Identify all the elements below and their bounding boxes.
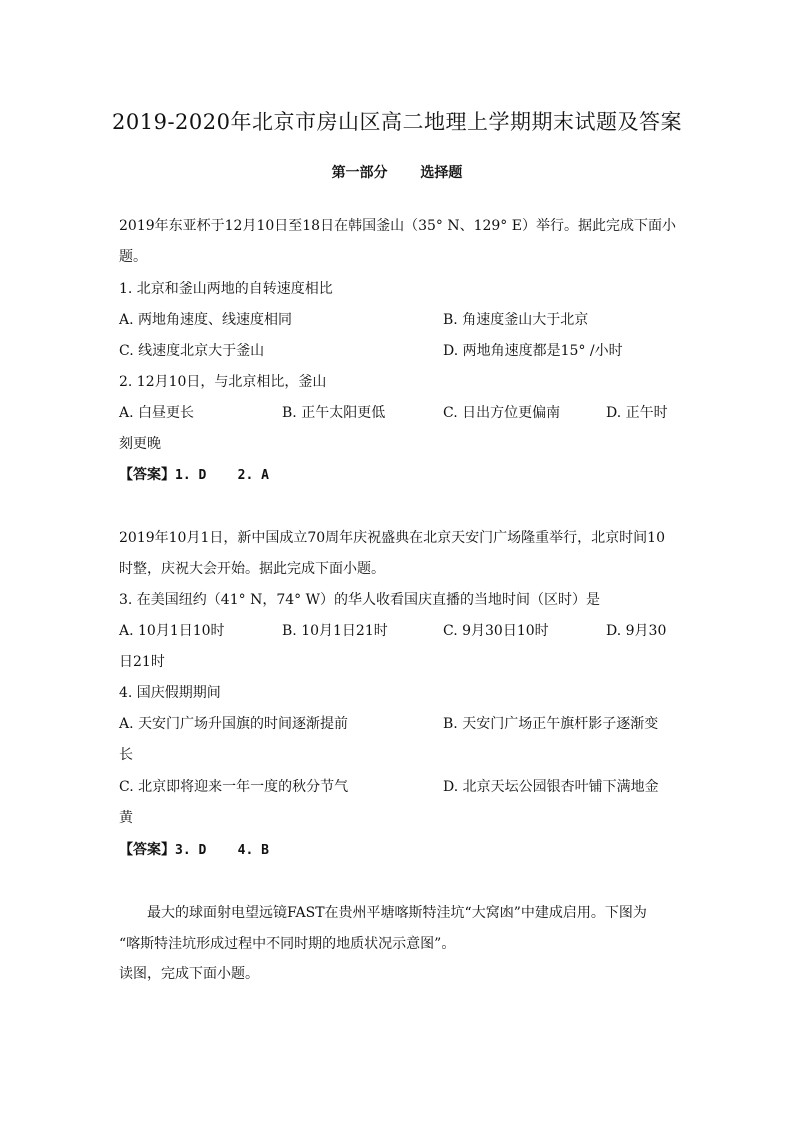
option-1c: C. 线速度北京大于釜山 bbox=[119, 343, 265, 359]
intro-text: 2019年10月1日，新中国成立70周年庆祝盛典在北京天安门广场隆重举行，北京时间10 bbox=[119, 530, 665, 546]
option-1b: B. 角速度釜山大于北京 bbox=[443, 312, 589, 328]
intro-text: 题。 bbox=[119, 249, 147, 265]
option-4d: D. 北京天坛公园银杏叶铺下满地金 bbox=[443, 779, 659, 795]
answer-label: 【答案】 bbox=[119, 467, 175, 483]
answer-value: 1. D 2. A bbox=[175, 468, 269, 483]
document-title: 2019-2020年北京市房山区高二地理上学期期末试题及答案 bbox=[112, 110, 682, 134]
option-2b: B. 正午太阳更低 bbox=[282, 405, 386, 421]
answer-label: 【答案】 bbox=[119, 842, 175, 858]
instruction-text: 读图，完成下面小题。 bbox=[119, 966, 259, 982]
option-4b: B. 天安门广场正午旗杆影子逐渐变 bbox=[443, 716, 659, 732]
option-2d: D. 正午时 bbox=[606, 405, 668, 421]
answer-line-2 bbox=[119, 840, 269, 861]
option-3a: A. 10月1日10时 bbox=[119, 623, 225, 639]
intro-text: 2019年东亚杯于12月10日至18日在韩国釜山（35° N、129° E）举行。据此完成下面小 bbox=[119, 218, 676, 234]
option-1d: D. 两地角速度都是15° /小时 bbox=[443, 343, 623, 359]
option-4c: C. 北京即将迎来一年一度的秋分节气 bbox=[119, 779, 349, 795]
answer-value: 3. D 4. B bbox=[175, 843, 269, 858]
intro-text: 最大的球面射电望远镜FAST在贵州平塘喀斯特洼坑“大窝凼”中建成启用。下图为 bbox=[147, 905, 647, 921]
question-1: 1. 北京和釜山两地的自转速度相比 bbox=[119, 281, 333, 297]
option-2d-continued: 刻更晚 bbox=[119, 436, 161, 452]
option-4d-continued: 黄 bbox=[119, 810, 133, 826]
option-2a: A. 白昼更长 bbox=[119, 405, 195, 421]
question-4: 4. 国庆假期期间 bbox=[119, 685, 221, 701]
option-3d: D. 9月30 bbox=[606, 623, 667, 639]
intro-text: “喀斯特洼坑形成过程中不同时期的地质状况示意图”。 bbox=[119, 936, 456, 952]
option-2c: C. 日出方位更偏南 bbox=[443, 405, 561, 421]
option-3d-continued: 日21时 bbox=[119, 654, 165, 670]
option-4b-continued: 长 bbox=[119, 747, 133, 763]
option-4a: A. 天安门广场升国旗的时间逐渐提前 bbox=[119, 716, 349, 732]
answer-line-1 bbox=[119, 465, 269, 486]
question-2: 2. 12月10日，与北京相比，釜山 bbox=[119, 374, 327, 390]
question-3: 3. 在美国纽约（41° N，74° W）的华人收看国庆直播的当地时间（区时）是 bbox=[119, 592, 600, 608]
option-1a: A. 两地角速度、线速度相同 bbox=[119, 312, 293, 328]
section-heading: 第一部分 选择题 bbox=[331, 165, 463, 181]
option-3c: C. 9月30日10时 bbox=[443, 623, 549, 639]
intro-text: 时整，庆祝大会开始。据此完成下面小题。 bbox=[119, 561, 385, 577]
option-3b: B. 10月1日21时 bbox=[282, 623, 388, 639]
